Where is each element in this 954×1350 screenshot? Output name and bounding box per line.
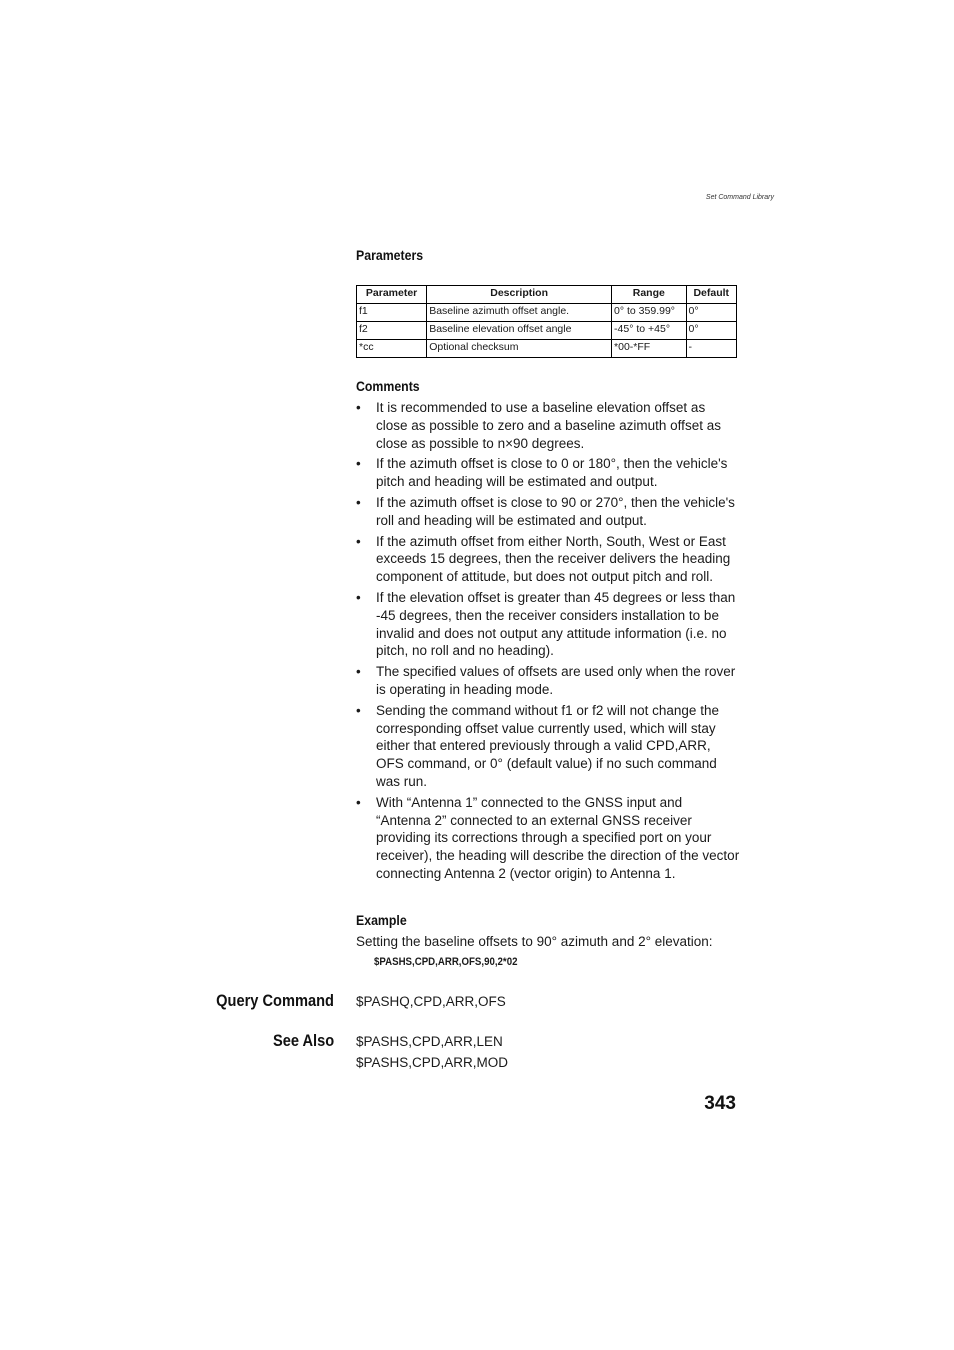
list-item [356, 455, 740, 491]
table-cell-range: *00-*FF [612, 340, 687, 358]
list-item [356, 794, 740, 883]
see-also-item: $PASHS,CPD,ARR,LEN [356, 1034, 503, 1049]
table-header-row [357, 286, 737, 304]
example-heading: Example [356, 912, 407, 928]
comments-heading: Comments [356, 378, 420, 394]
comments-list [356, 399, 740, 886]
bullet-icon: • [356, 702, 361, 718]
table-cell-default: 0° [686, 304, 736, 322]
table-cell-description: Baseline elevation offset angle [427, 322, 612, 340]
list-item [356, 533, 740, 586]
list-item-text: If the azimuth offset is close to 90 or 270°, then the vehicle's roll and heading will be estimated and output. [376, 494, 735, 528]
list-item-text: If the azimuth offset from either North, South, West or East exceeds 15 degrees, then the receiver delivers the heading component of attitude, but does not output pitch and roll. [376, 533, 731, 585]
table-row [357, 340, 737, 358]
list-item-text: If the azimuth offset is close to 0 or 180°, then the vehicle's pitch and heading will be estimated and output. [376, 456, 728, 490]
table-cell-range: -45° to +45° [612, 322, 687, 340]
bullet-icon: • [356, 794, 361, 810]
running-header: Set Command Library [705, 194, 774, 201]
page-number: 343 [704, 1093, 736, 1114]
list-item-text: If the elevation offset is greater than 45 degrees or less than -45 degrees, then the receiver considers installation to be invalid and does not output any attitude information (i.e. no pitch, no roll and no heading). [376, 589, 736, 659]
table-row [357, 304, 737, 322]
column-header-description: Description [427, 286, 612, 304]
column-header-parameter: Parameter [357, 286, 427, 304]
bullet-icon: • [356, 400, 361, 415]
query-command-value: $PASHQ,CPD,ARR,OFS [356, 994, 506, 1009]
table-cell-description: Baseline azimuth offset angle. [427, 304, 612, 322]
table-cell-parameter: *cc [357, 340, 427, 358]
parameters-heading: Parameters [356, 247, 424, 263]
list-item [356, 399, 740, 452]
list-item [356, 702, 740, 791]
list-item [356, 663, 740, 699]
column-header-default: Default [686, 286, 736, 304]
table-cell-parameter: f1 [357, 304, 427, 322]
column-header-range: Range [612, 286, 687, 304]
list-item-text: With “Antenna 1” connected to the GNSS input and “Antenna 2” connected to an external GNSS receiver providing its corrections through a specified port on your receiver), the heading will describe the direction of the vector connecting Antenna 2 (vector origin) to Antenna 1. [376, 794, 740, 881]
list-item [356, 494, 740, 530]
list-item-text: The specified values of offsets are used only when the rover is operating in heading mode. [376, 664, 736, 697]
bullet-icon: • [356, 533, 361, 549]
table-row [357, 322, 737, 340]
parameters-table [356, 285, 737, 358]
example-text: Setting the baseline offsets to 90° azimuth and 2° elevation: [356, 934, 713, 949]
see-also-item: $PASHS,CPD,ARR,MOD [356, 1055, 509, 1070]
table-cell-default: - [686, 340, 736, 358]
list-item [356, 589, 740, 660]
table-cell-description: Optional checksum [427, 340, 612, 358]
bullet-icon: • [356, 456, 361, 472]
table-cell-range: 0° to 359.99° [612, 304, 687, 322]
table-cell-parameter: f2 [357, 322, 427, 340]
example-code: $PASHS,CPD,ARR,OFS,90,2*02 [374, 956, 518, 968]
table-cell-default: 0° [686, 322, 736, 340]
bullet-icon: • [356, 664, 361, 680]
list-item-text: Sending the command without f1 or f2 will not change the corresponding offset value currently used, which will stay either that entered previously through a valid CPD,ARR, OFS command, or 0° (default value) if no such command was run. [376, 702, 719, 789]
see-also-heading: See Also [272, 1031, 334, 1050]
query-command-heading: Query Command [216, 991, 334, 1010]
list-item-text: It is recommended to use a baseline elevation offset as close as possible to zero and a baseline azimuth offset as close as possible to n×90 degrees. [376, 400, 721, 451]
bullet-icon: • [356, 494, 361, 510]
bullet-icon: • [356, 589, 361, 605]
